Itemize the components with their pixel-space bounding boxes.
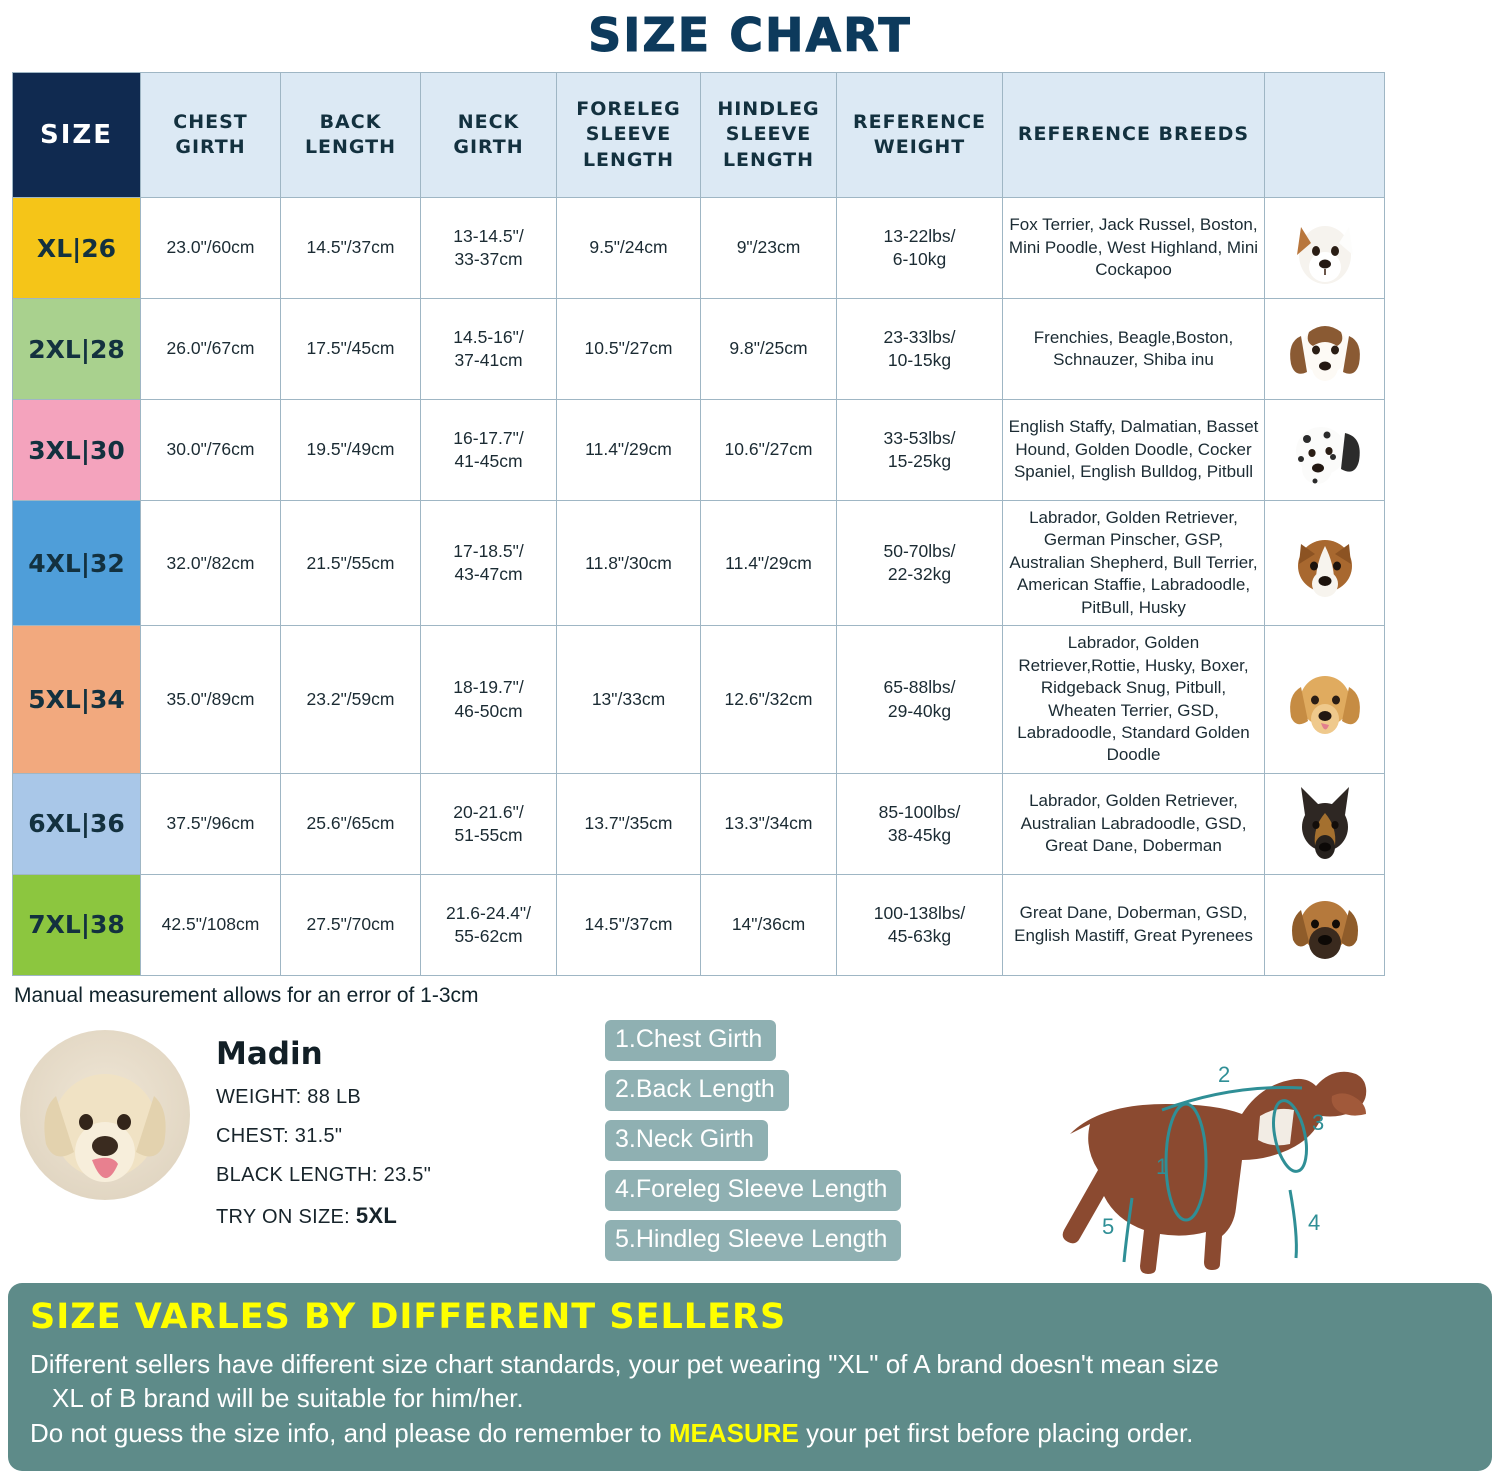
- cell-weight: 23-33lbs/ 10-15kg: [837, 299, 1003, 400]
- row-size-2xl28: 2XL|28: [13, 299, 141, 400]
- dog-measurement-diagram: [960, 1012, 1480, 1312]
- row-size-3xl30: 3XL|30: [13, 400, 141, 501]
- cell-foreleg: 14.5"/37cm: [557, 874, 701, 975]
- dalmatian-photo: [1271, 411, 1379, 489]
- cell-back: 17.5"/45cm: [281, 299, 421, 400]
- cell-chest: 32.0"/82cm: [141, 501, 281, 626]
- svg-text:5: 5: [1102, 1213, 1115, 1239]
- legend-item-neck-girth: 3.Neck Girth: [605, 1120, 768, 1161]
- cell-neck: 14.5-16"/ 37-41cm: [421, 299, 557, 400]
- col-header-photo: [1265, 73, 1385, 198]
- cell-foreleg: 11.8"/30cm: [557, 501, 701, 626]
- cell-back: 14.5"/37cm: [281, 198, 421, 299]
- cell-weight: 65-88lbs/ 29-40kg: [837, 626, 1003, 774]
- cell-breed-photo: [1265, 198, 1385, 299]
- table-row: [13, 299, 1385, 400]
- cell-neck: 21.6-24.4"/ 55-62cm: [421, 874, 557, 975]
- model-chest: CHEST: 31.5": [216, 1124, 343, 1147]
- dog-illustration: [1271, 411, 1379, 489]
- row-size-xl26: XL|26: [13, 198, 141, 299]
- banner-body: [30, 1347, 1470, 1451]
- cell-back: 19.5"/49cm: [281, 400, 421, 501]
- cell-breed-photo: [1265, 400, 1385, 501]
- cell-breed-photo: [1265, 773, 1385, 874]
- cell-breeds: Labrador, Golden Retriever, Australian Labradoodle, GSD, Great Dane, Doberman: [1003, 773, 1265, 874]
- cell-breeds: Great Dane, Doberman, GSD, English Mastiff, Great Pyrenees: [1003, 874, 1265, 975]
- american-staffordshire-terrier-photo: [1271, 524, 1379, 602]
- col-header-back-length: BACK LENGTH: [281, 73, 421, 198]
- cell-breeds: Fox Terrier, Jack Russel, Boston, Mini Poodle, West Highland, Mini Cockapoo: [1003, 198, 1265, 299]
- legend-item-hindleg-sleeve-length: 5.Hindleg Sleeve Length: [605, 1220, 901, 1261]
- cell-breeds: English Staffy, Dalmatian, Basset Hound, Golden Doodle, Cocker Spaniel, English Bulldog, Pitbull: [1003, 400, 1265, 501]
- cell-hindleg: 9"/23cm: [701, 198, 837, 299]
- cell-back: 21.5"/55cm: [281, 501, 421, 626]
- table-row: [13, 773, 1385, 874]
- german-shepherd-photo: [1271, 785, 1379, 863]
- cell-back: 23.2"/59cm: [281, 626, 421, 774]
- table-row: [13, 400, 1385, 501]
- cell-weight: 33-53lbs/ 15-25kg: [837, 400, 1003, 501]
- labrador-illustration: [20, 1030, 190, 1200]
- cell-hindleg: 12.6"/32cm: [701, 626, 837, 774]
- svg-text:1: 1: [1156, 1153, 1169, 1179]
- table-row: [13, 626, 1385, 774]
- cell-neck: 16-17.7"/ 41-45cm: [421, 400, 557, 501]
- cell-hindleg: 14"/36cm: [701, 874, 837, 975]
- col-header-neck-girth: NECK GIRTH: [421, 73, 557, 198]
- cell-breed-photo: [1265, 626, 1385, 774]
- row-size-5xl34: 5XL|34: [13, 626, 141, 774]
- banner-line-1: Different sellers have different size chart standards, your pet wearing "XL" of A brand doesn't mean size: [30, 1348, 1219, 1379]
- legend-item-back-length: 2.Back Length: [605, 1070, 789, 1111]
- cell-breed-photo: [1265, 501, 1385, 626]
- dog-illustration: [1271, 209, 1379, 287]
- dog-illustration: [1271, 524, 1379, 602]
- dog-diagram-illustration: [960, 1012, 1480, 1312]
- cell-weight: 13-22lbs/ 6-10kg: [837, 198, 1003, 299]
- cell-breed-photo: [1265, 299, 1385, 400]
- cell-chest: 26.0"/67cm: [141, 299, 281, 400]
- dog-illustration: [1271, 785, 1379, 863]
- banner-line-3-part-a: Do not guess the size info, and please do remember to: [30, 1418, 669, 1449]
- cell-hindleg: 10.6"/27cm: [701, 400, 837, 501]
- avatar: [20, 1030, 190, 1200]
- cell-chest: 23.0"/60cm: [141, 198, 281, 299]
- try-on-size-value: 5XL: [355, 1202, 398, 1228]
- table-row: [13, 874, 1385, 975]
- legend-item-chest-girth: 1.Chest Girth: [605, 1020, 776, 1061]
- col-header-reference-weight: REFERENCE WEIGHT: [837, 73, 1003, 198]
- svg-text:2: 2: [1218, 1061, 1231, 1087]
- cell-hindleg: 13.3"/34cm: [701, 773, 837, 874]
- cell-foreleg: 13.7"/35cm: [557, 773, 701, 874]
- cell-breeds: Labrador, Golden Retriever, German Pinscher, GSP, Australian Shepherd, Bull Terrier, American Staffie, Labradoodle, PitBull, Husky: [1003, 501, 1265, 626]
- col-header-hindleg-sleeve-length: HINDLEG SLEEVE LENGTH: [701, 73, 837, 198]
- cell-weight: 85-100lbs/ 38-45kg: [837, 773, 1003, 874]
- cell-foreleg: 10.5"/27cm: [557, 299, 701, 400]
- dog-illustration: [1271, 310, 1379, 388]
- cell-neck: 13-14.5"/ 33-37cm: [421, 198, 557, 299]
- model-name: Madin: [216, 1035, 323, 1072]
- try-on-size-label: TRY ON SIZE:: [216, 1205, 351, 1228]
- cell-chest: 30.0"/76cm: [141, 400, 281, 501]
- measurement-legend: [605, 1020, 901, 1270]
- model-try-on-size: [216, 1203, 431, 1229]
- banner-line-3: [30, 1416, 1470, 1451]
- seller-size-warning-banner: [8, 1283, 1492, 1471]
- size-chart-table: [12, 72, 1385, 976]
- col-header-reference-breeds: REFERENCE BREEDS: [1003, 73, 1265, 198]
- cell-chest: 37.5"/96cm: [141, 773, 281, 874]
- cell-breed-photo: [1265, 874, 1385, 975]
- great-dane-photo: [1271, 886, 1379, 964]
- cell-foreleg: 11.4"/29cm: [557, 400, 701, 501]
- row-size-7xl38: 7XL|38: [13, 874, 141, 975]
- banner-measure-highlight: MEASURE: [668, 1418, 799, 1449]
- page-title: SIZE CHART: [588, 8, 912, 62]
- cell-weight: 100-138lbs/ 45-63kg: [837, 874, 1003, 975]
- beagle-photo: [1271, 310, 1379, 388]
- cell-breeds: Frenchies, Beagle,Boston, Schnauzer, Shiba inu: [1003, 299, 1265, 400]
- cell-neck: 18-19.7"/ 46-50cm: [421, 626, 557, 774]
- cell-weight: 50-70lbs/ 22-32kg: [837, 501, 1003, 626]
- row-size-4xl32: 4XL|32: [13, 501, 141, 626]
- model-weight: WEIGHT: 88 LB: [216, 1085, 362, 1108]
- cell-hindleg: 11.4"/29cm: [701, 501, 837, 626]
- col-header-chest-girth: CHEST GIRTH: [141, 73, 281, 198]
- cell-breeds: Labrador, Golden Retriever,Rottie, Husky, Boxer, Ridgeback Snug, Pitbull, Wheaten Terrier, GSD, Labradoodle, Standard Golden Doodle: [1003, 626, 1265, 774]
- size-chart-table-container: [0, 72, 1500, 976]
- table-row: [13, 198, 1385, 299]
- cell-foreleg: 9.5"/24cm: [557, 198, 701, 299]
- measurement-error-note: Manual measurement allows for an error of 1-3cm: [14, 983, 479, 1007]
- model-back-length: BLACK LENGTH: 23.5": [216, 1163, 432, 1186]
- dog-illustration: [1271, 661, 1379, 739]
- table-header-row: [13, 73, 1385, 198]
- jack-russell-terrier-photo: [1271, 209, 1379, 287]
- golden-retriever-photo: [1271, 661, 1379, 739]
- cell-back: 25.6"/65cm: [281, 773, 421, 874]
- col-header-size: SIZE: [13, 73, 141, 198]
- cell-neck: 17-18.5"/ 43-47cm: [421, 501, 557, 626]
- model-details: [216, 1030, 431, 1245]
- cell-chest: 35.0"/89cm: [141, 626, 281, 774]
- svg-text:3: 3: [1312, 1109, 1325, 1135]
- banner-title: SIZE VARLES BY DIFFERENT SELLERS: [30, 1296, 787, 1337]
- model-profile: [20, 1030, 431, 1245]
- dog-illustration: [1271, 886, 1379, 964]
- table-row: [13, 501, 1385, 626]
- cell-chest: 42.5"/108cm: [141, 874, 281, 975]
- cell-hindleg: 9.8"/25cm: [701, 299, 837, 400]
- model-and-diagram-section: [0, 1012, 1500, 1312]
- banner-line-2: XL of B brand will be suitable for him/her.: [52, 1383, 524, 1414]
- cell-foreleg: 13"/33cm: [557, 626, 701, 774]
- cell-back: 27.5"/70cm: [281, 874, 421, 975]
- row-size-6xl36: 6XL|36: [13, 773, 141, 874]
- banner-line-3-part-b: your pet first before placing order.: [798, 1418, 1194, 1449]
- cell-neck: 20-21.6"/ 51-55cm: [421, 773, 557, 874]
- legend-item-foreleg-sleeve-length: 4.Foreleg Sleeve Length: [605, 1170, 901, 1211]
- col-header-foreleg-sleeve-length: FORELEG SLEEVE LENGTH: [557, 73, 701, 198]
- svg-text:4: 4: [1308, 1209, 1321, 1235]
